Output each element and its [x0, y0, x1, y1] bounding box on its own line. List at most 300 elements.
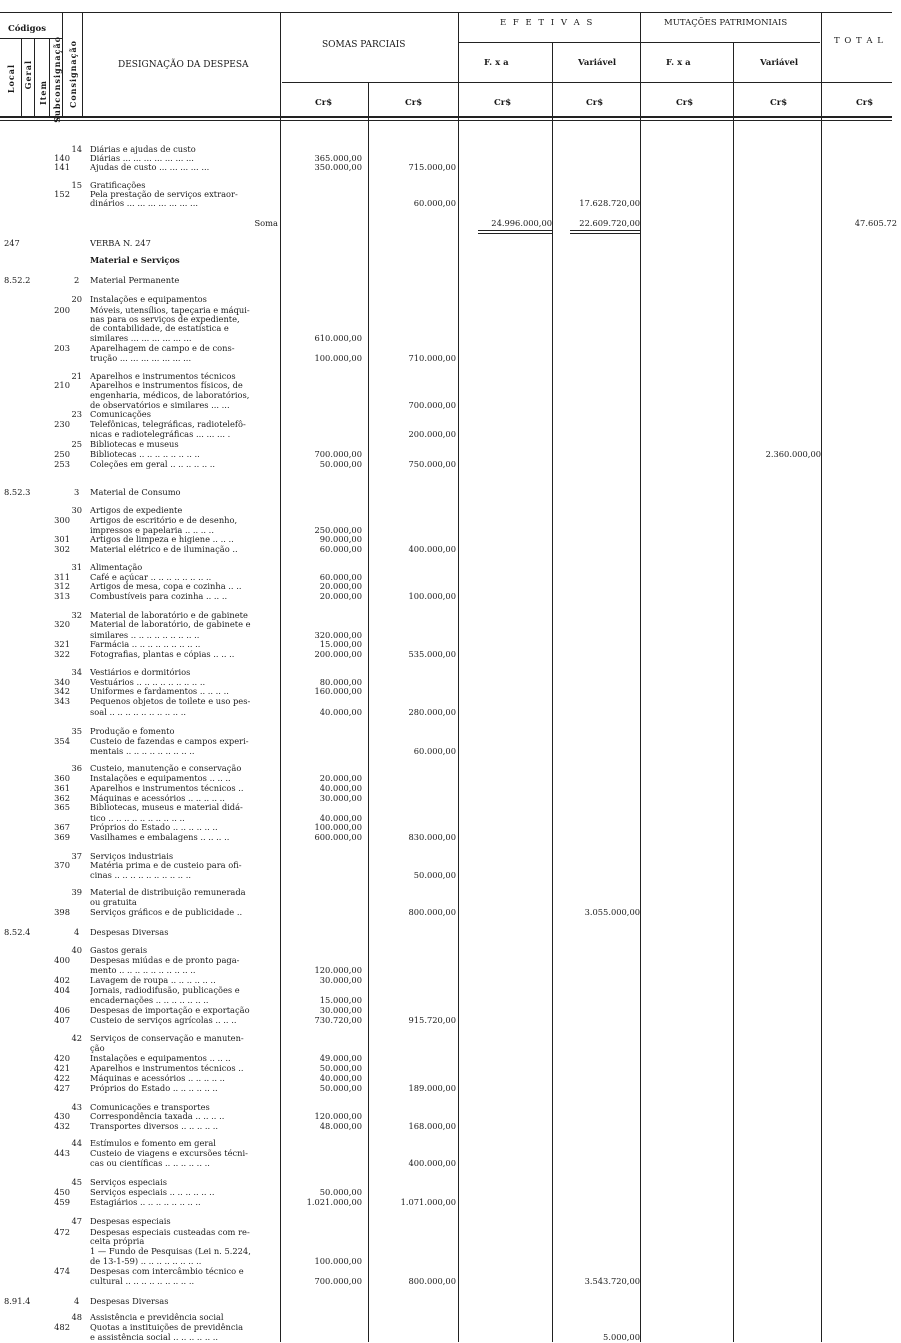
table-row	[0, 697, 901, 706]
cell-desc: Despesas especiais custeadas com re-	[90, 1228, 250, 1237]
table-row	[0, 573, 901, 582]
cell-geral: 340	[54, 677, 70, 687]
table-row	[0, 928, 901, 937]
table-row	[0, 794, 901, 803]
cell-desc: Telefônicas, telegráficas, radiotelefô-	[90, 420, 246, 429]
table-row	[0, 256, 901, 265]
cell-soma: 120.000,00	[314, 965, 362, 975]
cell-var: 17.628.720,00	[579, 198, 640, 208]
header-item: Item	[38, 80, 48, 105]
cell-desc: Vestuários .. .. .. .. .. .. .. .. ..	[90, 678, 206, 687]
cell-geral: 343	[54, 696, 70, 706]
cell-desc: cas ou científicas .. .. .. .. .. ..	[90, 1159, 210, 1168]
table-row	[0, 668, 901, 677]
cell-desc: Serviços de conservação e manuten-	[90, 1034, 244, 1043]
table-row	[0, 545, 901, 554]
cell-item: 48	[71, 1312, 82, 1322]
table-row	[0, 1103, 901, 1112]
cell-soma: 100.000,00	[314, 353, 362, 363]
currency-var: Cr$	[586, 98, 604, 108]
table-row	[0, 908, 901, 917]
cell-parc: 400.000,00	[408, 544, 456, 554]
cell-geral: 370	[54, 860, 70, 870]
table-row	[0, 1064, 901, 1073]
cell-soma: 60.000,00	[319, 572, 362, 582]
table-row	[0, 1006, 901, 1015]
cell-desc: Alimentação	[90, 563, 143, 572]
cell-desc: dinários ... ... ... ... ... ... ...	[90, 199, 198, 208]
cell-parc: 60.000,00	[413, 746, 456, 756]
cell-desc: Máquinas e acessórios .. .. .. .. ..	[90, 1074, 225, 1083]
table-row	[0, 852, 901, 861]
cell-geral: 311	[54, 572, 70, 582]
cell-desc: Material de laboratório e de gabinete	[90, 611, 248, 620]
cell-geral: 482	[54, 1322, 70, 1332]
cell-desc: Serviços industriais	[90, 852, 174, 861]
cell-desc: e assistência social .. .. .. .. .. ..	[90, 1333, 219, 1342]
cell-desc: Despesas miúdas e de pronto paga-	[90, 956, 240, 965]
cell-soma: 610.000,00	[314, 333, 362, 343]
cell-item: 42	[71, 1033, 82, 1043]
cell-soma: 15.000,00	[319, 995, 362, 1005]
cell-parc: 200.000,00	[408, 429, 456, 439]
cell-desc: Quotas a instituições de previdência	[90, 1323, 244, 1332]
cell-geral: 365	[54, 802, 70, 812]
header-subconsignacao: Subconsignação	[52, 36, 62, 123]
cell-parc: 800.000,00	[408, 907, 456, 917]
table-row	[0, 946, 901, 955]
cell-fixa: 24.996.000,00	[491, 218, 552, 228]
table-row	[0, 592, 901, 601]
cell-geral: 421	[54, 1063, 70, 1073]
cell-geral: 313	[54, 591, 70, 601]
cell-geral: 450	[54, 1187, 70, 1197]
cell-desc: Vasilhames e embalagens .. .. .. ..	[90, 833, 230, 842]
cell-desc: Artigos de limpeza e higiene .. .. ..	[90, 535, 234, 544]
table-row	[0, 381, 901, 390]
cell-desc: Correspondência taxada .. .. .. ..	[90, 1112, 225, 1121]
cell-desc: Aparelhos e instrumentos físicos, de	[90, 381, 243, 390]
cell-parc: 750.000,00	[408, 459, 456, 469]
cell-desc: Diárias ... ... ... ... ... ... ...	[90, 154, 194, 163]
cell-soma: 700.000,00	[314, 1276, 362, 1286]
table-row	[0, 344, 901, 353]
cell-desc: Coleções em geral .. .. .. .. .. ..	[90, 460, 216, 469]
table-row	[0, 976, 901, 985]
cell-geral: 321	[54, 639, 70, 649]
cell-soma: 40.000,00	[319, 1073, 362, 1083]
cell-soma: 30.000,00	[319, 793, 362, 803]
rule-soma-3	[478, 233, 552, 234]
cell-parc: 50.000,00	[413, 870, 456, 880]
header-bottom-border-2	[0, 120, 892, 121]
col-line-item	[49, 38, 50, 118]
cell-var: 22.609.720,00	[579, 218, 640, 228]
cell-geral: 422	[54, 1073, 70, 1083]
cell-desc: Pequenos objetos de toilete e uso pes-	[90, 697, 251, 706]
cell-soma: 160.000,00	[314, 686, 362, 696]
table-row	[0, 145, 901, 154]
cell-desc: Serviços gráficos e de publicidade ..	[90, 908, 243, 917]
cell-item: 15	[71, 180, 82, 190]
cell-soma: 20.000,00	[319, 581, 362, 591]
cell-geral: 250	[54, 449, 70, 459]
header-efetivas: E F E T I V A S	[500, 18, 595, 28]
table-row	[0, 1297, 901, 1306]
table-row	[0, 324, 901, 333]
header-mutacoes: MUTAÇÕES PATRIMONIAIS	[664, 18, 788, 28]
cell-parc: 915.720,00	[408, 1015, 456, 1025]
cell-geral: 406	[54, 1005, 70, 1015]
table-row	[0, 1122, 901, 1131]
efetivas-divider	[458, 42, 820, 43]
table-row	[0, 334, 901, 343]
table-row	[0, 354, 901, 363]
table-row	[0, 708, 901, 717]
cell-parc: 400.000,00	[408, 1158, 456, 1168]
cell-desc: Aparelhos e instrumentos técnicos	[90, 372, 236, 381]
cell-soma: 50.000,00	[319, 1063, 362, 1073]
cell-geral: 300	[54, 515, 70, 525]
table-row	[0, 1198, 901, 1207]
table-row	[0, 1267, 901, 1276]
cell-desc: Custeio de viagens e excursões técni-	[90, 1149, 248, 1158]
cell-parc: 1.071.000,00	[400, 1197, 456, 1207]
cell-soma: 90.000,00	[319, 534, 362, 544]
cell-item: 23	[71, 409, 82, 419]
cell-geral: 432	[54, 1121, 70, 1131]
cell-soma: 320.000,00	[314, 630, 362, 640]
cell-parc: 168.000,00	[408, 1121, 456, 1131]
cell-desc: Despesas de importação e exportação	[90, 1006, 250, 1015]
table-row	[0, 430, 901, 439]
cell-parc: 100.000,00	[408, 591, 456, 601]
rule-soma-1	[478, 230, 552, 231]
cell-desc: de observatórios e similares ... ...	[90, 401, 230, 410]
cell-desc: Uniformes e fardamentos .. .. .. ..	[90, 687, 229, 696]
cr-divider	[282, 82, 892, 83]
cell-soma: 365.000,00	[314, 153, 362, 163]
cell-desc: Móveis, utensílios, tapeçaria e máqui-	[90, 306, 250, 315]
cell-soma: 60.000,00	[319, 544, 362, 554]
header-total: T O T A L	[834, 36, 884, 46]
currency-parc: Cr$	[405, 98, 423, 108]
table-row	[0, 764, 901, 773]
cell-soma: 250.000,00	[314, 525, 362, 535]
cell-geral: 362	[54, 793, 70, 803]
cell-item: 20	[71, 294, 82, 304]
cell-item: 31	[71, 562, 82, 572]
cell-desc: nas para os serviços de expediente,	[90, 315, 240, 324]
cell-geral: 407	[54, 1015, 70, 1025]
cell-geral: 342	[54, 686, 70, 696]
cell-soma: 200.000,00	[314, 649, 362, 659]
cell-desc: Despesas Diversas	[90, 928, 169, 937]
cell-desc: Matéria prima e de custeio para ofi-	[90, 861, 242, 870]
cell-desc: mento .. .. .. .. .. .. .. .. .. ..	[90, 966, 196, 975]
table-row	[0, 996, 901, 1005]
cell-desc: 1 — Fundo de Pesquisas (Lei n. 5.224,	[90, 1247, 251, 1256]
table-row	[0, 640, 901, 649]
table-row	[0, 888, 901, 897]
header-variavel-mut: Variável	[760, 58, 799, 68]
header-variavel: Variável	[578, 58, 617, 68]
cell-desc: Ajudas de custo ... ... ... ... ...	[90, 163, 210, 172]
cell-desc: Aparelhagem de campo e de cons-	[90, 344, 235, 353]
cell-geral: 400	[54, 955, 70, 965]
table-row	[0, 803, 901, 812]
table-row	[0, 784, 901, 793]
currency-fixa: Cr$	[494, 98, 512, 108]
table-row	[0, 611, 901, 620]
table-row	[0, 163, 901, 172]
cell-desc: Material elétrico e de iluminação ..	[90, 545, 238, 554]
cell-item: 36	[71, 763, 82, 773]
cell-desc: Comunicações e transportes	[90, 1103, 210, 1112]
table-row	[0, 516, 901, 525]
cell-geral: 474	[54, 1266, 70, 1276]
cell-consignacao: 4	[74, 1296, 80, 1306]
table-row	[0, 1333, 901, 1342]
cell-desc: Produção e fomento	[90, 727, 175, 736]
cell-desc: Bibliotecas .. .. .. .. .. .. .. ..	[90, 450, 200, 459]
cell-desc: ceita própria	[90, 1237, 145, 1246]
table-row	[0, 1237, 901, 1246]
cell-desc: tico .. .. .. .. .. .. .. .. .. ..	[90, 814, 185, 823]
cell-geral: 472	[54, 1227, 70, 1237]
cell-desc: mentais .. .. .. .. .. .. .. .. ..	[90, 747, 195, 756]
cell-item: 44	[71, 1138, 82, 1148]
cell-item: 14	[71, 144, 82, 154]
cell-desc: Custeio de serviços agrícolas .. .. ..	[90, 1016, 237, 1025]
table-row	[0, 1034, 901, 1043]
cell-desc: Gratificações	[90, 181, 146, 190]
table-row	[0, 727, 901, 736]
cell-desc: Café e açúcar .. .. .. .. .. .. .. ..	[90, 573, 212, 582]
cell-soma: 100.000,00	[314, 1256, 362, 1266]
cell-soma: 730.720,00	[314, 1015, 362, 1025]
table-row	[0, 1228, 901, 1237]
cell-geral: 301	[54, 534, 70, 544]
cell-desc: Vestiários e dormitórios	[90, 668, 191, 677]
cell-geral: 402	[54, 975, 70, 985]
cell-item: 21	[71, 371, 82, 381]
cell-geral: 443	[54, 1148, 70, 1158]
cell-desc: similares ... ... ... ... ... ...	[90, 334, 192, 343]
table-row	[0, 1149, 901, 1158]
cell-soma: 40.000,00	[319, 783, 362, 793]
table-row	[0, 372, 901, 381]
rule-soma-2	[570, 230, 640, 231]
cell-parc: 700.000,00	[408, 400, 456, 410]
cell-soma: 40.000,00	[319, 813, 362, 823]
cell-desc: de 13-1-59) .. .. .. .. .. .. .. ..	[90, 1257, 202, 1266]
rule-soma-4	[570, 233, 640, 234]
table-row	[0, 687, 901, 696]
table-row	[0, 631, 901, 640]
col-line-consig	[82, 12, 83, 118]
table-row	[0, 774, 901, 783]
cell-local: 8.52.4	[4, 927, 31, 937]
table-row	[0, 450, 901, 459]
cell-geral: 404	[54, 985, 70, 995]
cell-desc: Despesas especiais	[90, 1217, 171, 1226]
table-row	[0, 620, 901, 629]
table-row	[0, 861, 901, 870]
cell-desc: trução ... ... ... ... ... ... ...	[90, 354, 192, 363]
cell-desc: Serviços especiais .. .. .. .. .. ..	[90, 1188, 215, 1197]
table-row	[0, 678, 901, 687]
cell-desc: Gastos gerais	[90, 946, 148, 955]
cell-desc: Despesas com intercâmbio técnico e	[90, 1267, 244, 1276]
cell-geral: 430	[54, 1111, 70, 1121]
table-row	[0, 306, 901, 315]
cell-desc: Assistência e previdência social	[90, 1313, 224, 1322]
cell-desc: Material de laboratório, de gabinete e	[90, 620, 251, 629]
table-row	[0, 956, 901, 965]
cell-geral: 354	[54, 736, 70, 746]
table-row	[0, 488, 901, 497]
cell-desc: Artigos de expediente	[90, 506, 183, 515]
cell-var: 3.543.720,00	[584, 1276, 640, 1286]
cell-desc: Material de distribuição remunerada	[90, 888, 246, 897]
cell-geral: 141	[54, 162, 70, 172]
table-row	[0, 506, 901, 515]
cell-soma: 700.000,00	[314, 449, 362, 459]
cell-soma: 30.000,00	[319, 975, 362, 985]
table-row	[0, 1313, 901, 1322]
table-row	[0, 1084, 901, 1093]
cell-item: 47	[71, 1216, 82, 1226]
cell-desc: Material Permanente	[90, 276, 180, 285]
cell-soma: 350.000,00	[314, 162, 362, 172]
cell-desc: Material de Consumo	[90, 488, 181, 497]
cell-soma: 100.000,00	[314, 822, 362, 832]
cell-soma: 48.000,00	[319, 1121, 362, 1131]
table-row	[0, 1074, 901, 1083]
cell-desc: Farmácia .. .. .. .. .. .. .. .. ..	[90, 640, 201, 649]
cell-desc: Aparelhos e instrumentos técnicos ..	[90, 784, 244, 793]
cell-geral: 230	[54, 419, 70, 429]
header-codigos: Códigos	[8, 24, 47, 34]
cell-parc: 60.000,00	[413, 198, 456, 208]
table-row	[0, 898, 901, 907]
cell-desc: Custeio, manutenção e conservação	[90, 764, 242, 773]
table-row	[0, 1139, 901, 1148]
cell-desc: cultural .. .. .. .. .. .. .. .. ..	[90, 1277, 195, 1286]
cell-desc: cinas .. .. .. .. .. .. .. .. .. ..	[90, 871, 191, 880]
cell-item: 32	[71, 610, 82, 620]
cell-desc: Despesas Diversas	[90, 1297, 169, 1306]
currency-soma: Cr$	[315, 98, 333, 108]
cell-geral: 367	[54, 822, 70, 832]
cell-soma: 50.000,00	[319, 1083, 362, 1093]
table-row	[0, 420, 901, 429]
cell-item: 30	[71, 505, 82, 515]
cell-desc: Artigos de escritório e de desenho,	[90, 516, 238, 525]
cell-geral: 312	[54, 581, 70, 591]
cell-desc: de contabilidade, de estatística e	[90, 324, 229, 333]
cell-desc: encadernações .. .. .. .. .. .. ..	[90, 996, 209, 1005]
table-row	[0, 315, 901, 324]
cell-desc: engenharia, médicos, de laboratórios,	[90, 391, 250, 400]
cell-geral: 360	[54, 773, 70, 783]
cell-desc: Estagiários .. .. .. .. .. .. .. ..	[90, 1198, 201, 1207]
header-consignacao: Consignação	[68, 40, 78, 109]
cell-parc: 189.000,00	[408, 1083, 456, 1093]
cell-desc: Soma	[254, 219, 278, 228]
header-designacao: DESIGNAÇÃO DA DESPESA	[118, 60, 249, 70]
header-geral: Geral	[23, 60, 33, 90]
cell-geral: 302	[54, 544, 70, 554]
cell-desc: Pela prestação de serviços extraor-	[90, 190, 238, 199]
cell-geral: 427	[54, 1083, 70, 1093]
cell-soma: 20.000,00	[319, 591, 362, 601]
cell-desc: Material e Serviços	[90, 256, 180, 265]
cell-soma: 50.000,00	[319, 1187, 362, 1197]
table-row	[0, 833, 901, 842]
table-row	[0, 582, 901, 591]
cell-desc: Próprios do Estado .. .. .. .. .. ..	[90, 823, 218, 832]
table-row	[0, 747, 901, 756]
cell-desc: Jornais, radiodifusão, publicações e	[90, 986, 240, 995]
cell-geral: 398	[54, 907, 70, 917]
col-line-subconsig	[62, 12, 63, 118]
table-row	[0, 814, 901, 823]
col-line-local	[21, 38, 22, 118]
cell-item: 25	[71, 439, 82, 449]
cell-geral: 361	[54, 783, 70, 793]
cell-desc: Diárias e ajudas de custo	[90, 145, 196, 154]
cell-local: 8.52.3	[4, 487, 31, 497]
cell-desc: Máquinas e acessórios .. .. .. .. ..	[90, 794, 225, 803]
header-somas-parciais: SOMAS PARCIAIS	[322, 40, 406, 50]
cell-geral: 200	[54, 305, 70, 315]
cell-desc: Próprios do Estado .. .. .. .. .. ..	[90, 1084, 218, 1093]
cell-parc: 280.000,00	[408, 707, 456, 717]
cell-desc: Transportes diversos .. .. .. .. ..	[90, 1122, 219, 1131]
table-row	[0, 1016, 901, 1025]
cell-parc: 830.000,00	[408, 832, 456, 842]
cell-consignacao: 3	[74, 487, 80, 497]
cell-desc: Bibliotecas, museus e material didá-	[90, 803, 243, 812]
cell-desc: Lavagem de roupa .. .. .. .. .. ..	[90, 976, 216, 985]
cell-item: 39	[71, 887, 82, 897]
cell-geral: 140	[54, 153, 70, 163]
cell-parc: 710.000,00	[408, 353, 456, 363]
cell-desc: Custeio de fazendas e campos experi-	[90, 737, 249, 746]
table-row	[0, 1323, 901, 1332]
cell-desc: Bibliotecas e museus	[90, 440, 179, 449]
table-row	[0, 650, 901, 659]
header-top-border	[0, 12, 892, 13]
table-row	[0, 440, 901, 449]
currency-mf: Cr$	[676, 98, 694, 108]
table-row	[0, 1178, 901, 1187]
cell-desc: ção	[90, 1044, 105, 1053]
cell-desc: Combustíveis para cozinha .. .. ..	[90, 592, 228, 601]
cell-desc: nicas e radiotelegráficas ... ... ... .	[90, 430, 231, 439]
cell-var: 3.055.000,00	[584, 907, 640, 917]
header-fixa: F. x a	[484, 58, 509, 68]
cell-soma: 15.000,00	[319, 639, 362, 649]
table-row	[0, 737, 901, 746]
table-row	[0, 1054, 901, 1063]
table-row	[0, 526, 901, 535]
cell-geral: 253	[54, 459, 70, 469]
cell-soma: 49.000,00	[319, 1053, 362, 1063]
header-local: Local	[6, 64, 16, 94]
